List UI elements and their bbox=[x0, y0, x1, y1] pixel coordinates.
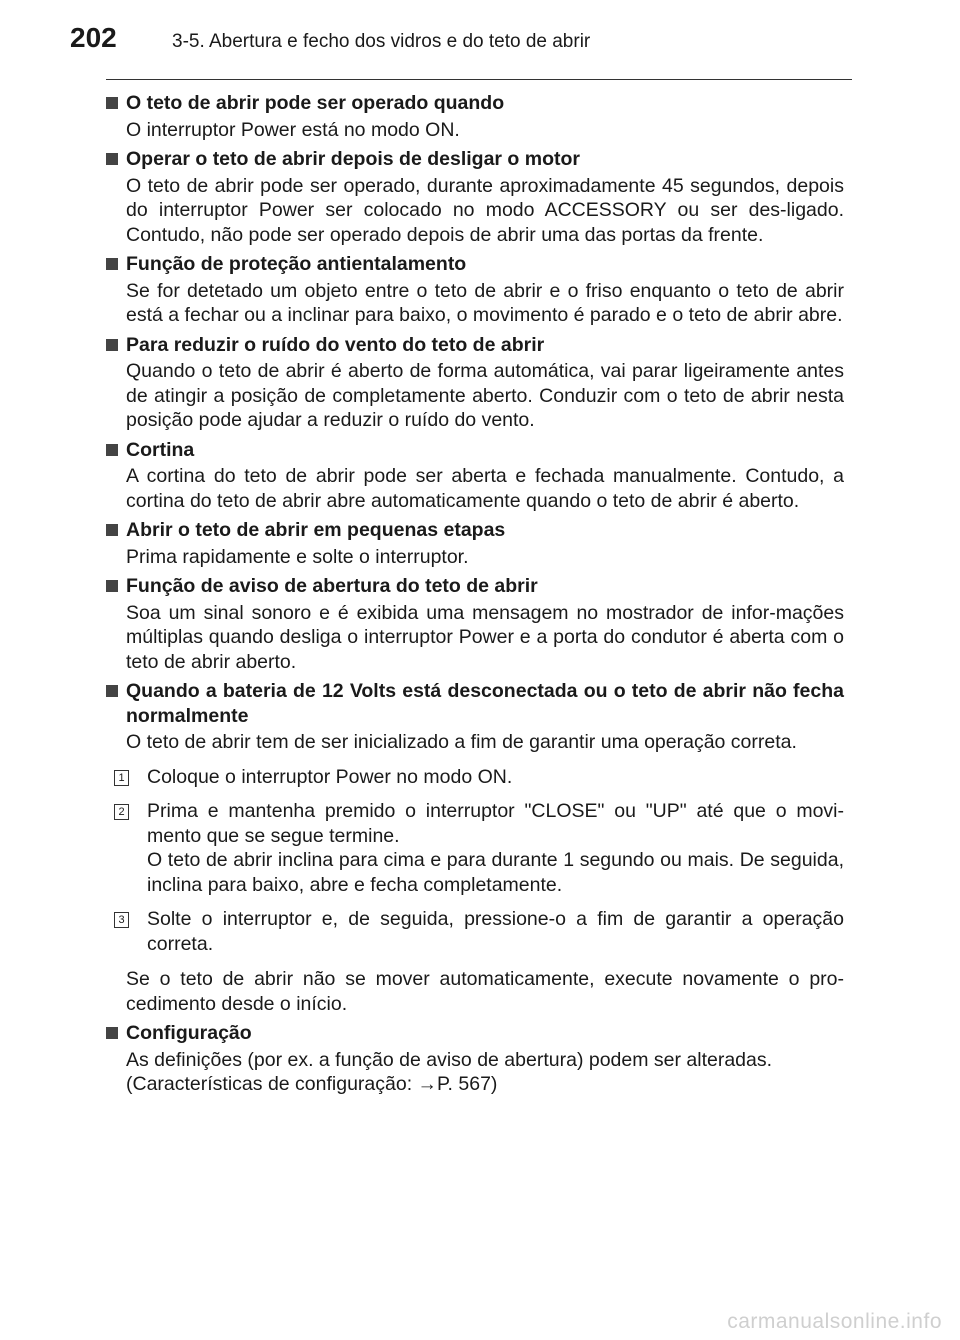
section-heading bbox=[106, 252, 844, 277]
step-number-box: 2 bbox=[114, 804, 129, 820]
section-heading-text: Configuração bbox=[126, 1022, 252, 1044]
section-body: A cortina do teto de abrir pode ser aberta e fechada manualmente. Contudo, a cortina do teto de abrir abre automaticamente quando o teto de abrir é aberto. bbox=[126, 465, 844, 512]
bullet-square-icon bbox=[106, 258, 118, 270]
section-heading bbox=[106, 91, 844, 116]
section-open-warning bbox=[106, 574, 844, 674]
section-reference: (Características de configuração: →P. 567) bbox=[126, 1073, 498, 1095]
section-heading bbox=[106, 438, 844, 463]
section-body: O teto de abrir tem de ser inicializado a fim de garantir uma operação correta. bbox=[126, 731, 797, 753]
bullet-square-icon bbox=[106, 1027, 118, 1039]
bullet-square-icon bbox=[106, 339, 118, 351]
section-heading bbox=[106, 574, 844, 599]
section-after-note: Se o teto de abrir não se mover automaticamente, execute novamente o pro-cedimento desde o início. bbox=[126, 968, 844, 1015]
step-text: Coloque o interruptor Power no modo ON. bbox=[147, 765, 513, 788]
bullet-square-icon bbox=[106, 524, 118, 536]
section-heading bbox=[106, 1021, 844, 1046]
section-body: Prima rapidamente e solte o interruptor. bbox=[126, 545, 469, 568]
section-body: O teto de abrir pode ser operado, durante aproximadamente 45 segundos, depois do interruptor Power ser colocado no modo ACCESSORY ou ser des-ligado. Contudo, não pode ser operado depois de abrir uma das portas da frente. bbox=[126, 174, 844, 246]
section-body: As definições (por ex. a função de aviso de abertura) podem ser alteradas. bbox=[126, 1048, 773, 1071]
section-customization bbox=[106, 1021, 844, 1097]
section-heading-text: Para reduzir o ruído do vento do teto de abrir bbox=[126, 333, 545, 356]
bullet-square-icon bbox=[106, 685, 118, 697]
step-subtext: O teto de abrir inclina para cima e para durante 1 segundo ou mais. De seguida, inclina para baixo, abre e fecha completamente. bbox=[147, 849, 844, 896]
section-heading-text: Abrir o teto de abrir em pequenas etapas bbox=[126, 519, 506, 541]
section-initialization bbox=[106, 679, 844, 1016]
section-wind-noise bbox=[106, 333, 844, 433]
section-heading-text: O teto de abrir pode ser operado quando bbox=[126, 92, 505, 114]
bullet-square-icon bbox=[106, 153, 118, 165]
section-heading bbox=[106, 333, 844, 358]
section-body: Quando o teto de abrir é aberto de forma automática, vai parar ligeiramente antes de atingir a posição de completamente aberto. Conduzir com o teto de abrir nesta posição pode ajudar a reduzir o ruído do vento. bbox=[126, 360, 844, 431]
section-heading-text: Função de aviso de abertura do teto de abrir bbox=[126, 575, 538, 597]
page-content bbox=[106, 91, 844, 1102]
step-number-box: 3 bbox=[114, 912, 129, 928]
bullet-square-icon bbox=[106, 444, 118, 456]
section-heading bbox=[106, 147, 844, 172]
section-heading-text: Quando a bateria de 12 Volts está desconectada ou o teto de abrir não fecha normalmente bbox=[126, 680, 844, 727]
step-item bbox=[114, 799, 844, 897]
section-after-engine-off bbox=[106, 147, 844, 247]
step-item bbox=[114, 765, 844, 790]
section-heading bbox=[106, 679, 844, 728]
section-heading bbox=[106, 518, 844, 543]
step-text: Solte o interruptor e, de seguida, pressione-o a fim de garantir a operação correta. bbox=[147, 908, 844, 955]
section-body: O interruptor Power está no modo ON. bbox=[126, 118, 460, 141]
section-operating-conditions bbox=[106, 91, 844, 142]
section-anti-pinch bbox=[106, 252, 844, 328]
section-body: Se for detetado um objeto entre o teto de abrir e o friso enquanto o teto de abrir está a fechar ou a inclinar para baixo, o movimento é parado e o teto de abrir abre. bbox=[126, 279, 844, 326]
section-shade bbox=[106, 438, 844, 514]
step-text: Prima e mantenha premido o interruptor "CLOSE" ou "UP" até que o movi-mento que se segue termine. bbox=[147, 800, 844, 847]
section-heading-text: Cortina bbox=[126, 438, 195, 461]
section-heading-text: Operar o teto de abrir depois de desligar o motor bbox=[126, 148, 581, 170]
step-item bbox=[114, 907, 844, 956]
bullet-square-icon bbox=[106, 580, 118, 592]
site-watermark: carmanualsonline.info bbox=[727, 1310, 942, 1333]
header-rule bbox=[106, 79, 852, 80]
section-body: Soa um sinal sonoro e é exibida uma mensagem no mostrador de infor-mações múltiplas quando desliga o interruptor Power e a porta do condutor é aberta com o teto de abrir aberto. bbox=[126, 601, 844, 673]
section-heading-text: Função de proteção antientalamento bbox=[126, 253, 467, 275]
section-small-steps bbox=[106, 518, 844, 569]
page-number: 202 bbox=[70, 22, 117, 53]
chapter-title: 3-5. Abertura e fecho dos vidros e do teto de abrir bbox=[172, 31, 591, 52]
bullet-square-icon bbox=[106, 97, 118, 109]
step-text-block bbox=[147, 799, 844, 897]
step-number-box: 1 bbox=[114, 770, 129, 786]
